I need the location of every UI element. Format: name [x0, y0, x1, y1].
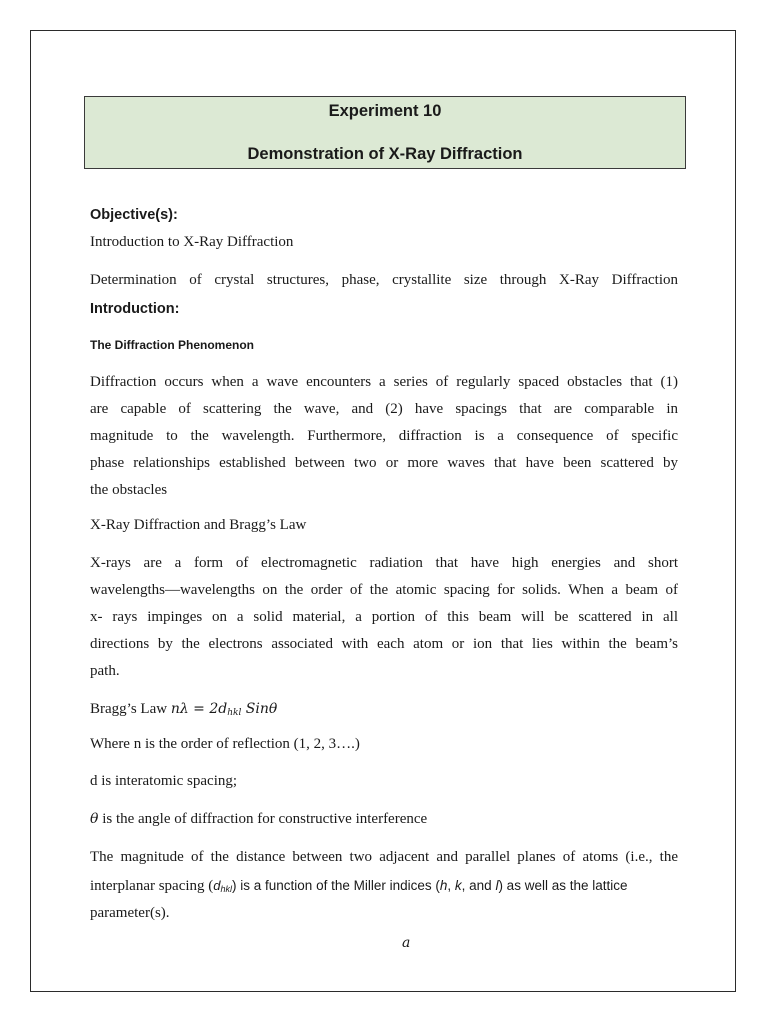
paragraph-line: parameter(s). [90, 905, 170, 921]
bragg-label: Bragg’s Law [90, 701, 168, 717]
theta-definition: θ is the angle of diffraction for constructive interference [90, 811, 428, 827]
spacing-definition: d is interatomic spacing; [90, 773, 238, 789]
objective-item: Determination of crystal structures, phase, crystallite size through X-Ray Diffraction [90, 272, 678, 288]
paragraph-line: The magnitude of the distance between two adjacent and parallel planes of atoms (i.e., the [90, 849, 678, 865]
theta-symbol: θ [90, 811, 99, 827]
paragraph-line: X-rays are a form of electromagnetic radiation that have high energies and short [90, 555, 678, 571]
order-definition: Where n is the order of reflection (1, 2, 3….) [90, 736, 360, 752]
paragraph-line: path. [90, 663, 120, 679]
diffraction-subheading: The Diffraction Phenomenon [90, 338, 255, 352]
xray-bragg-heading: X-Ray Diffraction and Bragg’s Law [90, 517, 307, 533]
paragraph-line: are capable of scattering the wave, and (2) have spacings that are comparable in [90, 401, 678, 417]
paragraph-line: directions by the electrons associated with each atom or ion that lies within the beam’s [90, 636, 678, 652]
objective-item: Introduction to X-Ray Diffraction [90, 234, 294, 250]
objectives-heading: Objective(s): [90, 207, 178, 223]
footer-symbol: a [402, 935, 411, 951]
bragg-law-line [90, 701, 678, 718]
introduction-heading: Introduction: [90, 301, 180, 317]
experiment-title: Experiment 10 [328, 102, 442, 120]
paragraph-line: phase relationships established between two or more waves that have been scattered by [90, 455, 678, 471]
paragraph-line: wavelengths—wavelengths on the order of the atomic spacing for solids. When a beam of [90, 582, 678, 598]
page-border [30, 30, 736, 992]
paragraph-line: Diffraction occurs when a wave encounters a series of regularly spaced obstacles that (1) [90, 374, 678, 390]
experiment-subtitle: Demonstration of X-Ray Diffraction [247, 145, 523, 163]
paragraph-line: interplanar spacing $(d_{hkl})$ is a function of the Miller indices (h, k, and l) as well as the lattice [90, 878, 628, 894]
paragraph-line: magnitude to the wavelength. Furthermore, diffraction is a consequence of specific [90, 428, 678, 444]
experiment-header [84, 96, 686, 169]
bragg-formula: $n\lambda = 2d_{hkl}$ Sinθ [170, 701, 278, 718]
paragraph-line: x- rays impinges on a solid material, a portion of this beam will be scattered in all [90, 609, 678, 625]
paragraph-line: the obstacles [90, 482, 168, 498]
